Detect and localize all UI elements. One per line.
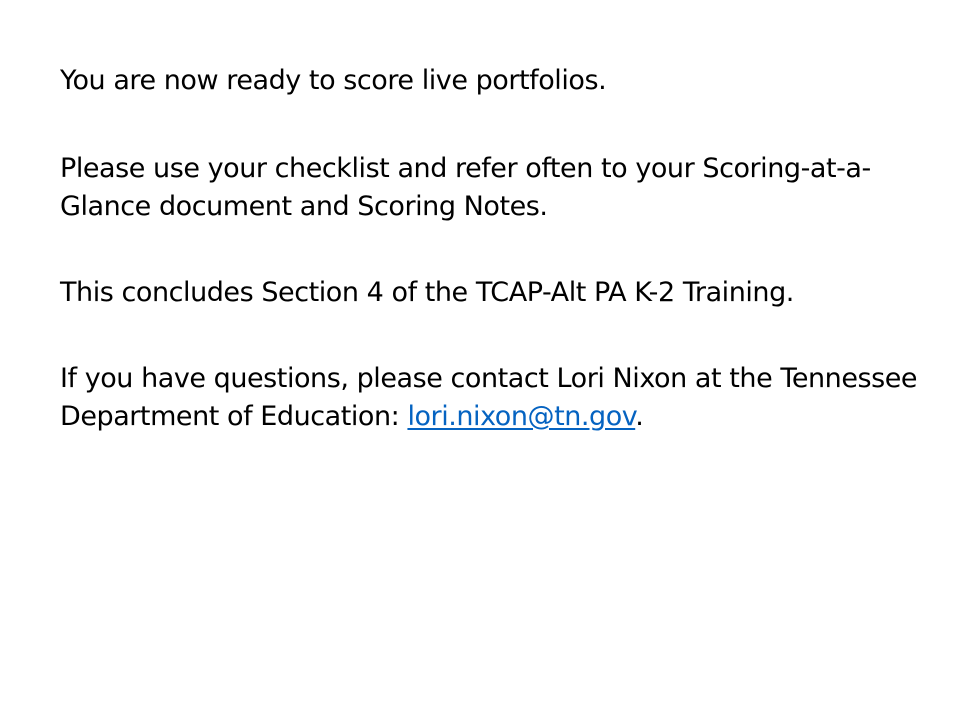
- checklist-paragraph: Please use your checklist and refer often to your Scoring-at-a-Glance document and Scoring Notes.: [60, 153, 871, 222]
- contact-paragraph: [60, 360, 920, 436]
- email-link[interactable]: lori.nixon@tn.gov: [407, 401, 636, 432]
- ready-paragraph: You are now ready to score live portfolios.: [60, 65, 607, 96]
- conclusion-paragraph: This concludes Section 4 of the TCAP-Alt PA K-2 Training.: [60, 277, 794, 308]
- contact-text: If you have questions, please contact Lori Nixon at the Tennessee Department of Education:: [60, 363, 918, 432]
- contact-period: .: [635, 401, 644, 432]
